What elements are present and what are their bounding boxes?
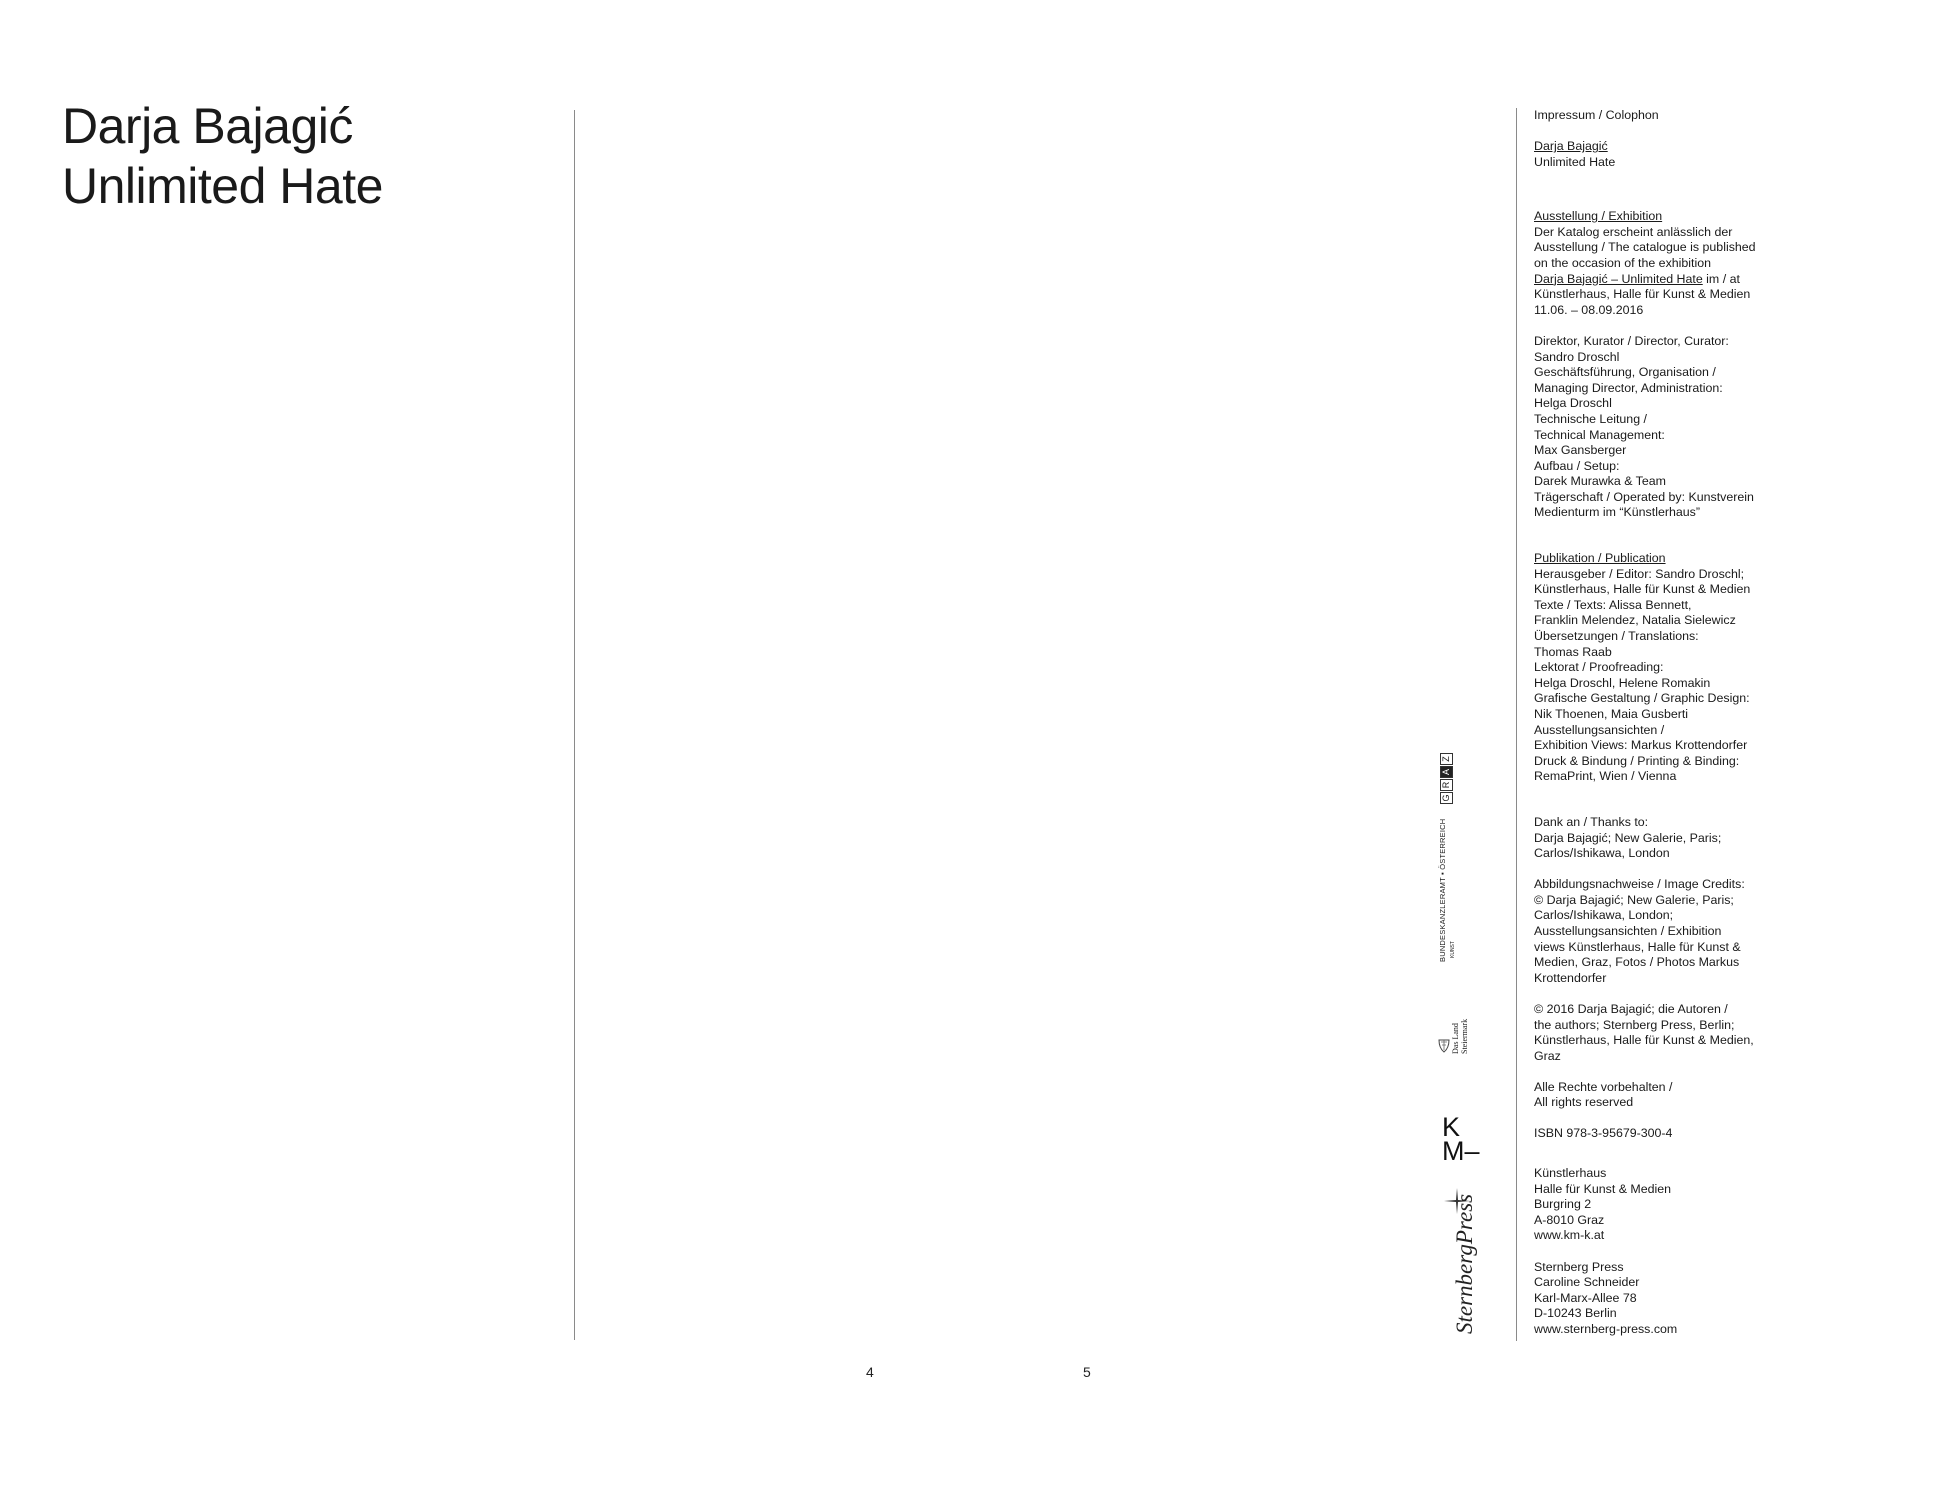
- staff-line: Technische Leitung /: [1534, 411, 1647, 426]
- km-logo: [1442, 1112, 1480, 1166]
- steiermark-line1: Das Land: [1451, 1023, 1460, 1054]
- credits-line: Carlos/Ishikawa, London;: [1534, 908, 1674, 923]
- staff-block: [1534, 334, 1784, 521]
- exhibition-line: Ausstellung / The catalogue is published: [1534, 240, 1756, 255]
- credits-block: [1534, 877, 1784, 986]
- publication-line: Thomas Raab: [1534, 644, 1612, 659]
- staff-line: Darek Murawka & Team: [1534, 474, 1666, 489]
- publication-line: Ausstellungsansichten /: [1534, 722, 1665, 737]
- exhibition-title-suffix: im / at: [1702, 271, 1740, 286]
- publication-line: Übersetzungen / Translations:: [1534, 629, 1699, 644]
- staff-line: Medienturm im “Künstlerhaus”: [1534, 505, 1700, 520]
- colophon-heading-block: [1534, 108, 1784, 124]
- staff-line: Technical Management:: [1534, 427, 1665, 442]
- graz-logo: [1436, 752, 1454, 804]
- credits-line: Ausstellungsansichten / Exhibition: [1534, 924, 1722, 939]
- colophon-divider: [1516, 108, 1517, 1341]
- rights-block: [1534, 1080, 1784, 1111]
- publication-line: Lektorat / Proofreading:: [1534, 660, 1664, 675]
- publication-line: Druck & Bindung / Printing & Binding:: [1534, 753, 1740, 768]
- exhibition-heading: Ausstellung / Exhibition: [1534, 209, 1663, 224]
- title-artist: Darja Bajagić: [62, 98, 353, 154]
- exhibition-line: on the occasion of the exhibition: [1534, 256, 1712, 271]
- colophon-heading: Impressum / Colophon: [1534, 108, 1659, 122]
- title-work: Unlimited Hate: [62, 158, 383, 214]
- website-link: www.km-k.at: [1534, 1228, 1605, 1243]
- website-link: www.sternberg-press.com: [1534, 1321, 1678, 1336]
- publication-line: Helga Droschl, Helene Romakin: [1534, 675, 1711, 690]
- graz-letter: G: [1440, 792, 1453, 804]
- colophon-title-block: [1534, 139, 1784, 170]
- thanks-line: Dank an / Thanks to:: [1534, 814, 1649, 829]
- sponsor-logos: [1436, 740, 1496, 1340]
- colophon-artist: Darja Bajagić: [1534, 139, 1608, 154]
- book-title: [62, 96, 383, 216]
- left-page-divider: [574, 110, 575, 1340]
- page-number-left: 4: [866, 1364, 874, 1380]
- graz-letter: A: [1440, 766, 1453, 778]
- bka-text: BUNDESKANZLERAMT: [1438, 877, 1447, 962]
- address-line: Halle für Kunst & Medien: [1534, 1181, 1672, 1196]
- publication-line: Künstlerhaus, Halle für Kunst & Medien: [1534, 582, 1751, 597]
- staff-line: Managing Director, Administration:: [1534, 380, 1723, 395]
- exhibition-title-line: [1534, 272, 1784, 288]
- credits-line: Medien, Graz, Fotos / Photos Markus: [1534, 955, 1740, 970]
- km-logo-k: K: [1442, 1112, 1461, 1142]
- copyright-line: Graz: [1534, 1048, 1561, 1063]
- graz-letter: R: [1440, 779, 1453, 791]
- exhibition-block: [1534, 209, 1784, 318]
- rights-line: All rights reserved: [1534, 1095, 1634, 1110]
- thanks-line: Darja Bajagić; New Galerie, Paris;: [1534, 830, 1722, 845]
- staff-line: Helga Droschl: [1534, 396, 1612, 411]
- publication-line: RemaPrint, Wien / Vienna: [1534, 769, 1677, 784]
- steiermark-line2: Steiermark: [1460, 1018, 1469, 1054]
- steiermark-logo: [1436, 996, 1469, 1056]
- publication-line: Exhibition Views: Markus Krottendorfer: [1534, 738, 1748, 753]
- sternberg-address: [1534, 1260, 1784, 1338]
- sternberg-press-logo: SternbergPress: [1452, 1193, 1477, 1334]
- thanks-block: [1534, 815, 1784, 862]
- address-line: Sternberg Press: [1534, 1259, 1624, 1274]
- km-logo-m: M–: [1442, 1136, 1480, 1166]
- thanks-line: Carlos/Ishikawa, London: [1534, 846, 1670, 861]
- address-line: A-8010 Graz: [1534, 1212, 1605, 1227]
- bundeskanzleramt-logo: BUNDESKANZLERAMT ▪ ÖSTERREICH: [1438, 818, 1447, 962]
- publication-block: [1534, 551, 1784, 785]
- kunst-label: KUNST: [1450, 941, 1456, 958]
- publication-line: Herausgeber / Editor: Sandro Droschl;: [1534, 566, 1745, 581]
- address-line: Burgring 2: [1534, 1197, 1592, 1212]
- staff-line: Sandro Droschl: [1534, 349, 1620, 364]
- exhibition-line: Der Katalog erscheint anlässlich der: [1534, 224, 1733, 239]
- staff-line: Direktor, Kurator / Director, Curator:: [1534, 333, 1729, 348]
- copyright-line: © 2016 Darja Bajagić; die Autoren /: [1534, 1001, 1728, 1016]
- isbn-block: [1534, 1126, 1784, 1142]
- copyright-line: Künstlerhaus, Halle für Kunst & Medien,: [1534, 1033, 1754, 1048]
- address-line: D-10243 Berlin: [1534, 1306, 1617, 1321]
- copyright-block: [1534, 1002, 1784, 1064]
- address-line: Caroline Schneider: [1534, 1275, 1640, 1290]
- address-line: Künstlerhaus: [1534, 1166, 1607, 1181]
- colophon: [1534, 108, 1784, 1353]
- credits-line: Abbildungsnachweise / Image Credits:: [1534, 877, 1745, 892]
- kuenstlerhaus-address: [1534, 1166, 1784, 1244]
- publication-heading: Publikation / Publication: [1534, 551, 1666, 566]
- exhibition-dates: 11.06. – 08.09.2016: [1534, 302, 1644, 317]
- credits-line: © Darja Bajagić; New Galerie, Paris;: [1534, 892, 1734, 907]
- staff-line: Geschäftsführung, Organisation /: [1534, 365, 1716, 380]
- exhibition-title: Darja Bajagić – Unlimited Hate: [1534, 271, 1703, 286]
- isbn: ISBN 978-3-95679-300-4: [1534, 1126, 1673, 1141]
- publication-line: Nik Thoenen, Maia Gusberti: [1534, 707, 1689, 721]
- publication-line: Texte / Texts: Alissa Bennett,: [1534, 597, 1692, 612]
- graz-letter: Z: [1440, 753, 1453, 765]
- publication-line: Grafische Gestaltung / Graphic Design:: [1534, 691, 1750, 706]
- rights-line: Alle Rechte vorbehalten /: [1534, 1079, 1673, 1094]
- staff-line: Aufbau / Setup:: [1534, 458, 1620, 473]
- oesterreich-text: ÖSTERREICH: [1438, 818, 1447, 870]
- colophon-title: Unlimited Hate: [1534, 154, 1616, 169]
- address-line: Karl-Marx-Allee 78: [1534, 1290, 1637, 1305]
- credits-line: views Künstlerhaus, Halle für Kunst &: [1534, 939, 1741, 954]
- copyright-line: the authors; Sternberg Press, Berlin;: [1534, 1017, 1735, 1032]
- credits-line: Krottendorfer: [1534, 970, 1607, 985]
- page-number-right: 5: [1083, 1364, 1091, 1380]
- publication-line: Franklin Melendez, Natalia Sielewicz: [1534, 613, 1736, 628]
- staff-line: Trägerschaft / Operated by: Kunstverein: [1534, 489, 1754, 504]
- staff-line: Max Gansberger: [1534, 443, 1627, 458]
- exhibition-venue: Künstlerhaus, Halle für Kunst & Medien: [1534, 287, 1751, 302]
